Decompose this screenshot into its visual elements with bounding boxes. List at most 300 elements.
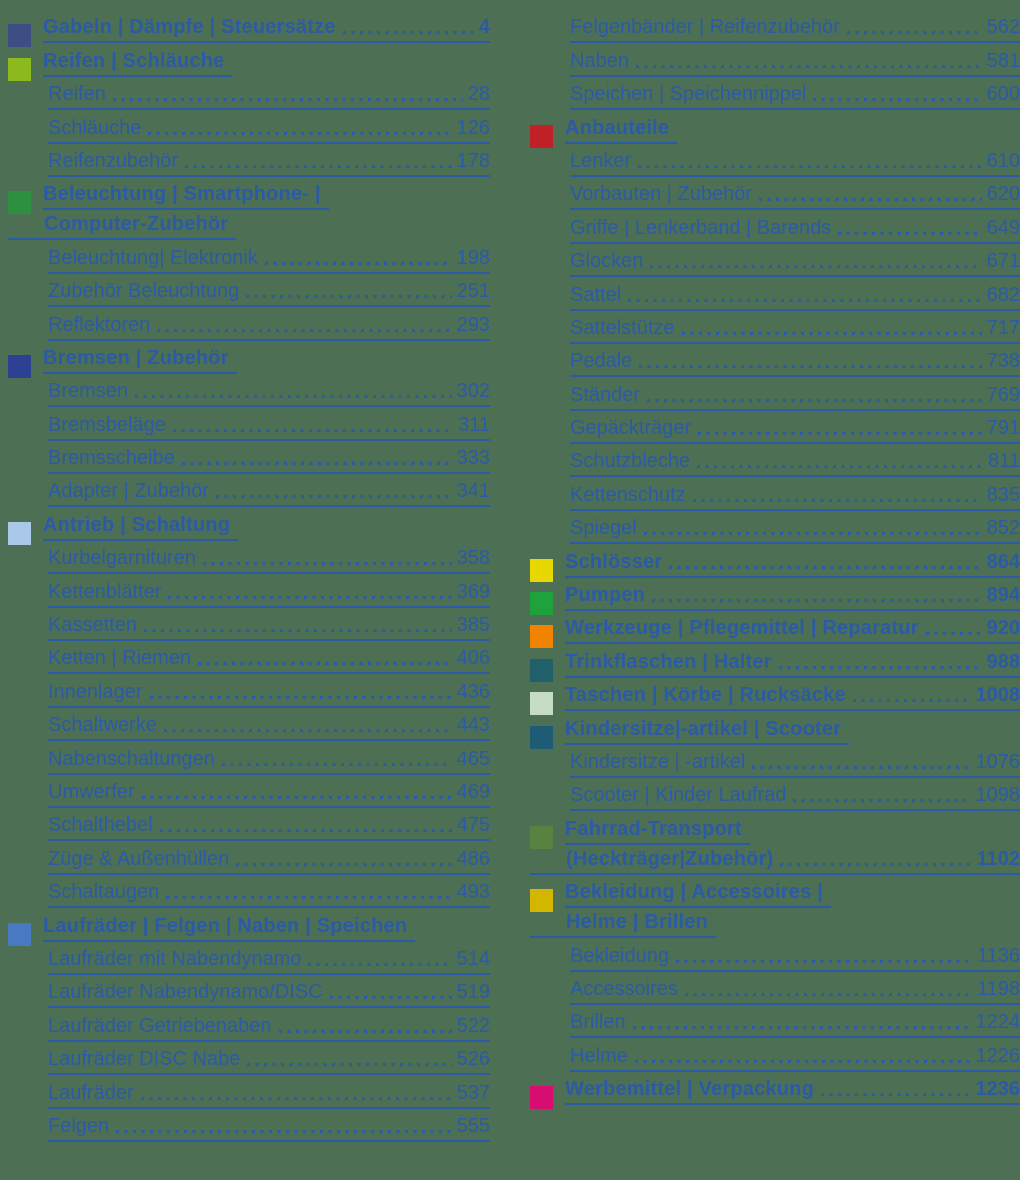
entry-rule — [570, 84, 1020, 110]
entry-rule — [565, 618, 1020, 644]
entry-rule — [565, 585, 1020, 611]
entry-rule — [565, 118, 677, 144]
entry-rule — [43, 916, 415, 942]
category-label: Pumpen — [565, 585, 646, 606]
toc-item[interactable] — [530, 972, 1020, 1005]
item-label: Lenker — [570, 150, 632, 171]
toc-item[interactable] — [8, 942, 490, 975]
toc-item[interactable] — [8, 307, 490, 340]
toc-item[interactable] — [8, 541, 490, 574]
page-number: 514 — [456, 947, 490, 970]
entry-rule — [570, 385, 1020, 411]
entry-rule — [48, 782, 490, 808]
item-label: Gepäckträger — [570, 418, 692, 439]
entry-rule — [48, 615, 490, 641]
dotted-leader — [330, 996, 452, 999]
entry-rule — [565, 1079, 1020, 1105]
item-label: Zubehör Beleuchtung — [48, 281, 240, 302]
dotted-leader — [639, 365, 981, 368]
page-number: 486 — [456, 847, 490, 870]
toc-item[interactable] — [8, 77, 490, 110]
item-label: Bremsbeläge — [48, 414, 166, 435]
toc-item[interactable] — [8, 708, 490, 741]
toc-item[interactable] — [8, 674, 490, 707]
dotted-leader — [780, 863, 971, 866]
item-label: Züge & Außenhüllen — [48, 848, 230, 869]
page-number: 293 — [456, 313, 490, 336]
dotted-leader — [853, 699, 971, 702]
toc-item[interactable] — [8, 1075, 490, 1108]
dotted-leader — [173, 429, 453, 432]
dotted-leader — [157, 329, 451, 332]
category-label-line2: (Heckträger|Zubehör) — [566, 848, 774, 869]
toc-item[interactable] — [530, 43, 1020, 76]
entry-rule — [48, 151, 490, 177]
toc-category[interactable] — [8, 43, 490, 76]
entry-rule — [48, 1083, 490, 1109]
entry-rule — [48, 118, 490, 144]
page-number: 1136 — [976, 944, 1020, 967]
toc-category[interactable] — [530, 1072, 1020, 1105]
toc-category-continuation[interactable] — [8, 210, 490, 240]
entry-rule — [570, 251, 1020, 277]
toc-item[interactable] — [530, 177, 1020, 210]
entry-rule — [48, 749, 490, 775]
toc-item[interactable] — [530, 745, 1020, 778]
item-label: Laufräder Nabendynamo/DISC — [48, 982, 323, 1003]
dotted-leader — [633, 1026, 971, 1029]
page-number: 519 — [456, 981, 490, 1004]
item-label: Helme — [570, 1045, 628, 1066]
toc-item[interactable] — [530, 277, 1020, 310]
page-number: 1224 — [975, 1011, 1020, 1034]
page-number: 649 — [986, 216, 1020, 239]
entry-rule — [570, 752, 1020, 778]
dotted-leader — [682, 332, 982, 335]
entry-rule — [48, 682, 490, 708]
dotted-leader — [265, 262, 452, 265]
page-number: 864 — [986, 550, 1020, 573]
toc-category[interactable] — [530, 875, 1020, 908]
item-label: Kindersitze | -artikel — [570, 751, 746, 772]
toc-item[interactable] — [530, 778, 1020, 811]
entry-rule — [570, 17, 1020, 43]
category-label-line2: Helme | Brillen — [566, 912, 708, 933]
entry-rule — [570, 218, 1020, 244]
dotted-leader — [652, 599, 982, 602]
item-label: Kurbelgarnituren — [48, 548, 196, 569]
toc-item[interactable] — [530, 411, 1020, 444]
toc-item[interactable] — [530, 377, 1020, 410]
dotted-leader — [644, 532, 982, 535]
toc-item[interactable] — [8, 110, 490, 143]
item-label: Schutzbleche — [570, 451, 691, 472]
dotted-leader — [222, 763, 452, 766]
entry-rule — [570, 351, 1020, 377]
toc-column-left — [8, 10, 490, 1170]
entry-rule — [565, 685, 1020, 711]
page-number: 526 — [456, 1048, 490, 1071]
toc-item[interactable] — [530, 1038, 1020, 1071]
toc-category-continuation[interactable] — [530, 908, 1020, 938]
page-number: 1226 — [975, 1044, 1020, 1067]
dotted-leader — [144, 629, 452, 632]
page-number: 406 — [456, 647, 490, 670]
item-label: Ketten | Riemen — [48, 648, 192, 669]
entry-rule — [48, 548, 490, 574]
toc-item[interactable] — [8, 975, 490, 1008]
page-number: 1198 — [976, 977, 1020, 1000]
toc-item[interactable] — [8, 741, 490, 774]
item-label: Innenlager — [48, 681, 143, 702]
toc-item[interactable] — [8, 374, 490, 407]
dotted-leader — [182, 462, 452, 465]
dotted-leader — [113, 98, 463, 101]
page-number: 469 — [456, 780, 490, 803]
page-number: 620 — [986, 183, 1020, 206]
toc-category[interactable] — [8, 10, 490, 43]
entry-rule — [48, 315, 490, 341]
entry-rule — [565, 552, 1020, 578]
dotted-leader — [150, 696, 452, 699]
toc-item[interactable] — [8, 775, 490, 808]
toc-item[interactable] — [8, 808, 490, 841]
item-label: Reflektoren — [48, 314, 151, 335]
dotted-leader — [141, 1097, 452, 1100]
toc-item[interactable] — [8, 641, 490, 674]
page-number: 436 — [456, 680, 490, 703]
entry-rule — [43, 515, 238, 541]
toc-item[interactable] — [8, 875, 490, 908]
page-number: 791 — [986, 417, 1020, 440]
dotted-leader — [685, 993, 972, 996]
page-number: 358 — [456, 547, 490, 570]
entry-rule — [48, 281, 490, 307]
item-label: Ständer — [570, 384, 641, 405]
item-label: Sattelstütze — [570, 317, 675, 338]
entry-rule — [570, 1012, 1020, 1038]
dotted-leader — [308, 963, 451, 966]
entry-rule — [565, 719, 849, 745]
page-number: 126 — [456, 116, 490, 139]
entry-rule — [48, 415, 490, 441]
page-number: 600 — [986, 83, 1020, 106]
dotted-leader — [793, 799, 970, 802]
toc-item[interactable] — [530, 344, 1020, 377]
dotted-leader — [779, 666, 982, 669]
dotted-leader — [203, 562, 452, 565]
item-label: Laufräder mit Nabendynamo — [48, 948, 302, 969]
item-label: Spiegel — [570, 518, 637, 539]
toc-category[interactable] — [8, 341, 490, 374]
entry-rule — [48, 1116, 490, 1142]
dotted-leader — [650, 265, 981, 268]
dotted-leader — [168, 596, 451, 599]
dotted-leader — [343, 31, 474, 34]
dotted-leader — [759, 198, 982, 201]
page-number: 178 — [456, 149, 490, 172]
dotted-leader — [246, 295, 451, 298]
dotted-leader — [236, 863, 451, 866]
entry-rule — [48, 949, 490, 975]
toc-item[interactable] — [530, 311, 1020, 344]
category-label: Taschen | Körbe | Rucksäcke — [565, 685, 846, 706]
entry-rule — [570, 979, 1020, 1005]
item-label: Laufräder Getriebenaben — [48, 1015, 272, 1036]
page-number: 1102 — [976, 847, 1020, 870]
item-label: Bremsen — [48, 381, 129, 402]
toc-item[interactable] — [530, 10, 1020, 43]
item-label: Kettenschutz — [570, 484, 686, 505]
entry-rule — [48, 381, 490, 407]
category-label: Trinkflaschen | Halter — [565, 651, 772, 672]
dotted-leader — [198, 662, 452, 665]
category-label: Werkzeuge | Pflegemittel | Reparatur — [565, 618, 919, 639]
dotted-leader — [160, 829, 452, 832]
item-label: Pedale — [570, 351, 633, 372]
toc-category[interactable] — [8, 177, 490, 210]
item-label: Felgen — [48, 1115, 110, 1136]
item-label: Griffe | Lenkerband | Barends — [570, 217, 832, 238]
item-label: Bremsscheibe — [48, 448, 175, 469]
page-number: 852 — [986, 517, 1020, 540]
category-label: Fahrrad-Transport — [565, 818, 742, 839]
dotted-leader — [821, 1093, 971, 1096]
page-number: 341 — [456, 480, 490, 503]
item-label: Speichen | Speichennippel — [570, 84, 807, 105]
toc-item[interactable] — [530, 210, 1020, 243]
toc-item[interactable] — [8, 144, 490, 177]
dotted-leader — [676, 960, 972, 963]
toc-category[interactable] — [530, 110, 1020, 143]
dotted-leader — [164, 729, 452, 732]
dotted-leader — [926, 632, 982, 635]
entry-rule — [48, 849, 490, 875]
category-color-square — [530, 1086, 553, 1109]
item-label: Bekleidung — [570, 945, 669, 966]
dotted-leader — [185, 165, 452, 168]
toc-item[interactable] — [530, 1005, 1020, 1038]
toc-category[interactable] — [530, 544, 1020, 577]
toc-item[interactable] — [8, 608, 490, 641]
item-label: Brillen — [570, 1012, 626, 1033]
entry-rule — [570, 184, 1020, 210]
entry-rule — [48, 815, 490, 841]
toc-item[interactable] — [8, 474, 490, 507]
entry-rule — [43, 51, 232, 77]
dotted-leader — [116, 1130, 451, 1133]
item-label: Schläuche — [48, 117, 142, 138]
page-number: 537 — [456, 1081, 490, 1104]
toc-category[interactable] — [530, 711, 1020, 744]
page-number: 198 — [456, 246, 490, 269]
toc-category-continuation[interactable] — [530, 845, 1020, 875]
page-number: 1008 — [975, 684, 1020, 707]
item-label: Kettenblätter — [48, 581, 162, 602]
dotted-leader — [247, 1063, 451, 1066]
toc-category[interactable] — [8, 507, 490, 540]
item-label: Sattel — [570, 284, 622, 305]
page-number: 581 — [986, 49, 1020, 72]
entry-rule — [8, 214, 236, 240]
item-label: Glocken — [570, 251, 644, 272]
page-number: 1236 — [975, 1078, 1020, 1101]
dotted-leader — [647, 399, 982, 402]
toc-item[interactable] — [8, 1008, 490, 1041]
entry-rule — [565, 882, 831, 908]
category-label: Gabeln | Dämpfe | Steuersätze — [43, 17, 336, 38]
entry-rule — [48, 84, 490, 110]
category-label: Bekleidung | Accessoires | — [565, 882, 823, 903]
page-number: 522 — [456, 1014, 490, 1037]
toc-item[interactable] — [8, 574, 490, 607]
category-label: Kindersitze|-artikel | Scooter — [565, 718, 842, 739]
page-number: 920 — [986, 617, 1020, 640]
entry-rule — [565, 652, 1020, 678]
toc-item[interactable] — [8, 240, 490, 273]
toc-item[interactable] — [8, 274, 490, 307]
page-number: 4 — [478, 16, 490, 39]
page-number: 894 — [986, 584, 1020, 607]
toc-item[interactable] — [530, 477, 1020, 510]
page-number: 1098 — [975, 784, 1020, 807]
entry-rule — [570, 151, 1020, 177]
entry-rule — [48, 248, 490, 274]
entry-rule — [570, 1046, 1020, 1072]
dotted-leader — [142, 796, 452, 799]
toc-item[interactable] — [530, 244, 1020, 277]
dotted-leader — [847, 31, 982, 34]
page-number: 610 — [986, 149, 1020, 172]
category-label: Reifen | Schläuche — [43, 50, 225, 71]
entry-rule — [570, 518, 1020, 544]
item-label: Beleuchtung| Elektronik — [48, 247, 258, 268]
entry-rule — [48, 1016, 490, 1042]
item-label: Vorbauten | Zubehör — [570, 184, 752, 205]
page-number: 369 — [456, 580, 490, 603]
dotted-leader — [636, 65, 982, 68]
item-label: Kassetten — [48, 615, 137, 636]
category-label: Beleuchtung | Smartphone- | — [43, 184, 321, 205]
item-label: Accessoires — [570, 978, 678, 999]
entry-rule — [48, 582, 490, 608]
entry-rule — [48, 481, 490, 507]
item-label: Nabenschaltungen — [48, 748, 215, 769]
toc-item[interactable] — [8, 441, 490, 474]
dotted-leader — [813, 98, 981, 101]
page-number: 311 — [458, 413, 490, 436]
dotted-leader — [838, 232, 981, 235]
entry-rule — [48, 1049, 490, 1075]
category-label: Anbauteile — [565, 117, 670, 138]
toc-category[interactable] — [530, 678, 1020, 711]
dotted-leader — [216, 495, 452, 498]
category-label: Bremsen | Zubehör — [43, 347, 229, 368]
category-label: Antrieb | Schaltung — [43, 514, 231, 535]
category-label-line2: Computer-Zubehör — [44, 214, 229, 235]
entry-rule — [570, 51, 1020, 77]
item-label: Schaltwerke — [48, 715, 157, 736]
dotted-leader — [166, 896, 451, 899]
page-number: 443 — [456, 714, 490, 737]
item-label: Naben — [570, 50, 629, 71]
page-number: 811 — [988, 450, 1020, 473]
toc-item[interactable] — [530, 444, 1020, 477]
entry-rule — [48, 882, 490, 908]
entry-rule — [530, 849, 1020, 875]
page-number: 302 — [456, 380, 490, 403]
toc-item[interactable] — [8, 1042, 490, 1075]
toc-category[interactable] — [530, 644, 1020, 677]
entry-rule — [43, 184, 329, 210]
entry-rule — [570, 418, 1020, 444]
page-number: 682 — [986, 283, 1020, 306]
page-number: 988 — [986, 650, 1020, 673]
toc-category[interactable] — [530, 611, 1020, 644]
toc-item[interactable] — [8, 841, 490, 874]
page-number: 555 — [456, 1114, 490, 1137]
page-number: 475 — [456, 814, 490, 837]
entry-rule — [48, 982, 490, 1008]
page-number: 28 — [467, 83, 490, 106]
page-number: 738 — [986, 350, 1020, 373]
dotted-leader — [693, 499, 982, 502]
page-number: 562 — [986, 16, 1020, 39]
entry-rule — [570, 946, 1020, 972]
item-label: Laufräder — [48, 1082, 134, 1103]
item-label: Schaltaugen — [48, 882, 160, 903]
toc-item[interactable] — [8, 1109, 490, 1142]
dotted-leader — [279, 1030, 452, 1033]
toc-item[interactable] — [8, 407, 490, 440]
category-label: Werbemittel | Verpackung — [565, 1079, 814, 1100]
toc-item[interactable] — [530, 144, 1020, 177]
dotted-leader — [628, 299, 981, 302]
toc-item[interactable] — [530, 511, 1020, 544]
entry-rule — [570, 285, 1020, 311]
toc-item[interactable] — [530, 938, 1020, 971]
entry-rule — [570, 318, 1020, 344]
item-label: Laufräder DISC Nabe — [48, 1049, 241, 1070]
dotted-leader — [669, 566, 981, 569]
page-number: 1076 — [975, 750, 1020, 773]
toc-category[interactable] — [8, 908, 490, 941]
dotted-leader — [697, 465, 983, 468]
toc-category[interactable] — [530, 578, 1020, 611]
item-label: Umwerfer — [48, 781, 135, 802]
dotted-leader — [135, 395, 452, 398]
page-number: 769 — [986, 383, 1020, 406]
item-label: Reifenzubehör — [48, 150, 179, 171]
page-number: 333 — [456, 447, 490, 470]
entry-rule — [530, 912, 716, 938]
category-label: Laufräder | Felgen | Naben | Speichen — [43, 915, 408, 936]
page-number: 493 — [456, 881, 490, 904]
entry-rule — [565, 819, 750, 845]
entry-rule — [48, 715, 490, 741]
toc-category[interactable] — [530, 811, 1020, 844]
entry-rule — [570, 451, 1020, 477]
dotted-leader — [635, 1060, 971, 1063]
item-label: Scooter | Kinder Laufrad — [570, 785, 787, 806]
toc-item[interactable] — [530, 77, 1020, 110]
dotted-leader — [638, 165, 981, 168]
page-number: 835 — [986, 483, 1020, 506]
category-label: Schlösser — [565, 551, 663, 572]
page-number: 671 — [986, 250, 1020, 273]
page-number: 385 — [456, 614, 490, 637]
entry-rule — [48, 448, 490, 474]
